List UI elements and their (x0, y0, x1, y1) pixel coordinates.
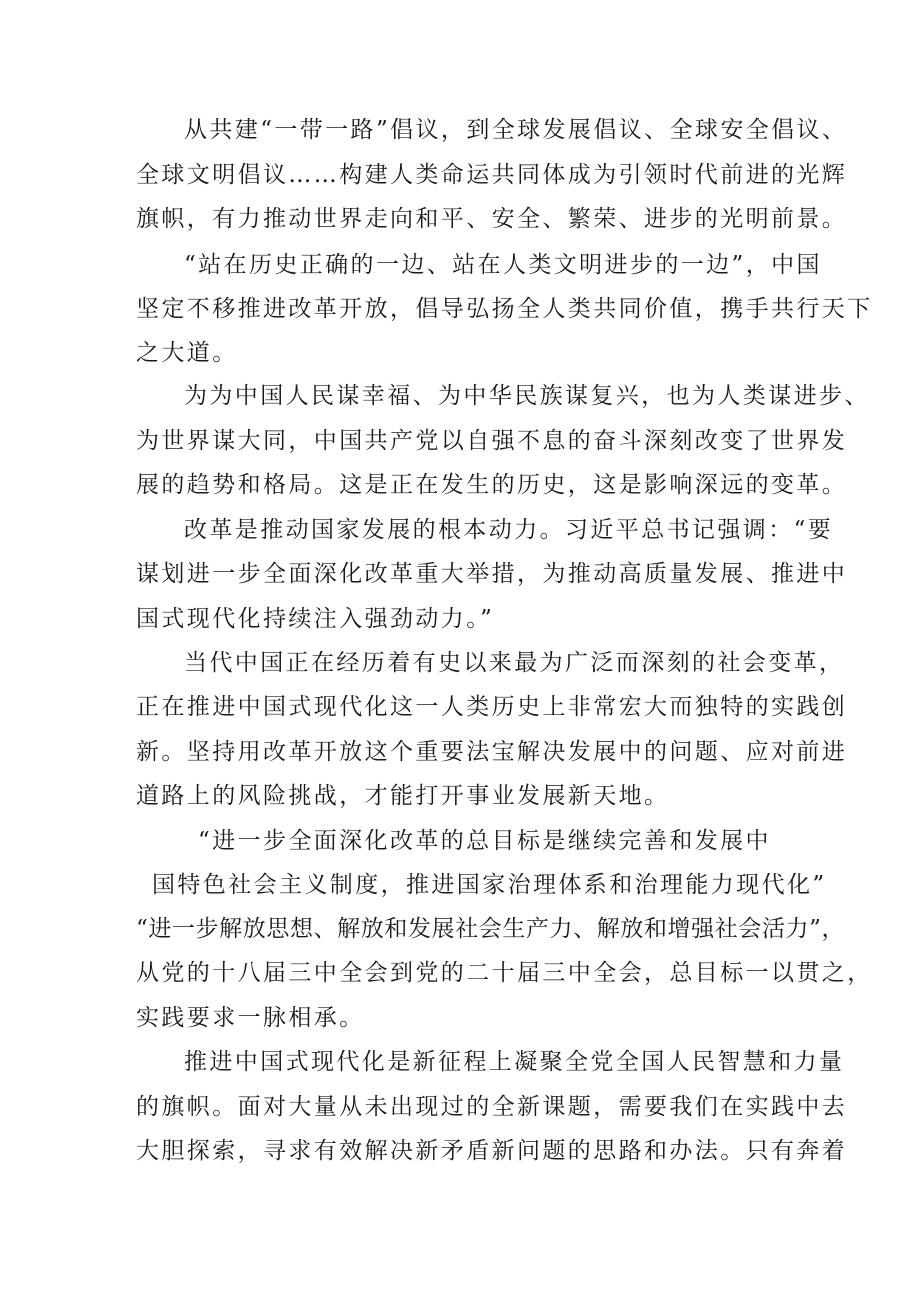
text-line: “进一步解放思想、解放和发展社会生产力、解放和增强社会活力”， (136, 916, 846, 942)
text-line: 的旗帜。面对大量从未出现过的全新课题，需要我们在实践中去 (136, 1094, 848, 1120)
text-line: “进一步全面深化改革的总目标是继续完善和发展中 (198, 828, 771, 854)
text-line: 当代中国正在经历着有史以来最为广泛而深刻的社会变革， (184, 650, 845, 676)
text-line: “站在历史正确的一边、站在人类文明进步的一边”，中国 (184, 252, 822, 278)
text-line: 为世界谋大同，中国共产党以自强不息的奋斗深刻改变了世界发 (136, 428, 848, 454)
text-line: 实践要求一脉相承。 (136, 1005, 365, 1031)
text-line: 大胆探索，寻求有效解决新矛盾新问题的思路和办法。只有奔着 (136, 1138, 848, 1164)
text-line: 新。坚持用改革开放这个重要法宝解决发展中的问题、应对前进 (136, 739, 848, 765)
text-line: 国特色社会主义制度，推进国家治理体系和治理能力现代化” (152, 872, 827, 898)
text-line: 从党的十八届三中全会到党的二十届三中全会，总目标一以贯之， (136, 960, 873, 986)
text-line: 推进中国式现代化是新征程上凝聚全党全国人民智慧和力量 (184, 1049, 845, 1075)
text-line: 改革是推动国家发展的根本动力。习近平总书记强调：“要 (184, 517, 834, 543)
text-line: 之大道。 (136, 340, 238, 366)
text-line: 为为中国人民谋幸福、为中华民族谋复兴，也为人类谋进步、 (184, 383, 870, 409)
text-line: 从共建“一带一路”倡议，到全球发展倡议、全球安全倡议、 (184, 117, 848, 143)
text-line: 全球文明倡议……构建人类命运共同体成为引领时代前进的光辉 (136, 162, 848, 188)
text-line: 正在推进中国式现代化这一人类历史上非常宏大而独特的实践创 (136, 694, 848, 720)
text-line: 展的趋势和格局。这是正在发生的历史，这是影响深远的变革。 (136, 472, 848, 498)
text-line: 坚定不移推进改革开放，倡导弘扬全人类共同价值，携手共行天下 (136, 296, 873, 322)
text-line: 谋划进一步全面深化改革重大举措，为推动高质量发展、推进中 (136, 561, 848, 587)
text-line: 旗帜，有力推动世界走向和平、安全、繁荣、进步的光明前景。 (136, 206, 848, 232)
text-line: 道路上的风险挑战，才能打开事业发展新天地。 (136, 783, 670, 809)
text-line: 国式现代化持续注入强劲动力。” (136, 606, 495, 632)
